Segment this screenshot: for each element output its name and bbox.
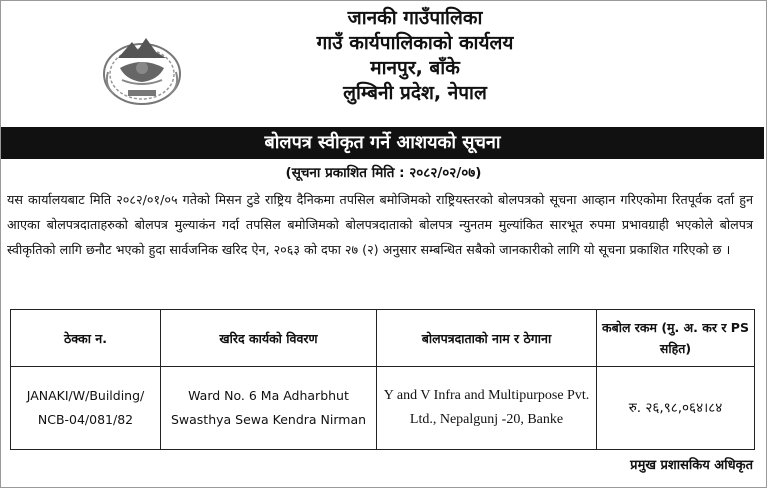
office-header <box>250 6 580 106</box>
cell-contract-no: JANAKI/W/Building/ NCB-04/081/82 <box>11 367 161 450</box>
cell-description: Ward No. 6 Ma Adharbhut Swasthya Sewa Kendra Nirman <box>161 367 377 450</box>
cell-amount: रु. २६,९८,०६४।८४ <box>597 367 755 450</box>
notice-title: बोलपत्र स्वीकृत गर्ने आशयको सूचना <box>1 127 764 159</box>
header-amount: कबोल रकम (मु. अ. कर र PS सहित) <box>597 310 755 367</box>
header-description: खरिद कार्यको विवरण <box>161 310 377 367</box>
nepal-emblem-icon <box>98 28 186 108</box>
publication-date: (सूचना प्रकाशित मिति : २०८२/०२/०७) <box>285 165 482 181</box>
header-bidder: बोलपत्रदाताको नाम र ठेगाना <box>377 310 597 367</box>
table-header-row <box>11 310 755 367</box>
province-country: लुम्बिनी प्रदेश, नेपाल <box>343 82 487 104</box>
table-row <box>11 367 755 450</box>
municipality-name: जानकी गाउँपालिका <box>347 7 483 29</box>
bid-table <box>10 309 755 450</box>
header-contract-no: ठेक्का न. <box>11 310 161 367</box>
cell-bidder: Y and V Infra and Multipurpose Pvt. Ltd., Nepalgunj -20, Banke <box>377 367 597 450</box>
signature-title: प्रमुख प्रशासकिय अधिकृत <box>630 458 753 473</box>
notice-body: यस कार्यालयबाट मिति २०८२/०१/०५ गतेको मिसन टुडे राष्ट्रिय दैनिकमा तपसिल बमोजिमको राष्ट्रियस्तरको बोलपत्रको सूचना आव्हान गरिएकोमा रितपूर्वक दर्ता हुन आएका बोलपत्रदाताहरुको बोलपत्र मुल्याकंन गर्दा तपसिल बमोजिमको बोलपत्रदाताको बोलपत्र न्युनतम मुल्यांकित सारभूत रुपमा प्रभावग्राही भएकोले बोलपत्र स्वीकृतिको लागि छनौट भएको हुदा सार्वजनिक खरिद ऐन, २०६३ को दफा २७ (२) अनुसार सम्बन्धित सबैको जानकारीको लागि यो सूचना प्रकाशित गरिएको छ । <box>7 192 753 257</box>
office-name: गाउँ कार्यपालिकाको कार्यलय <box>316 32 514 54</box>
office-location: मानपुर, बाँके <box>370 57 460 79</box>
